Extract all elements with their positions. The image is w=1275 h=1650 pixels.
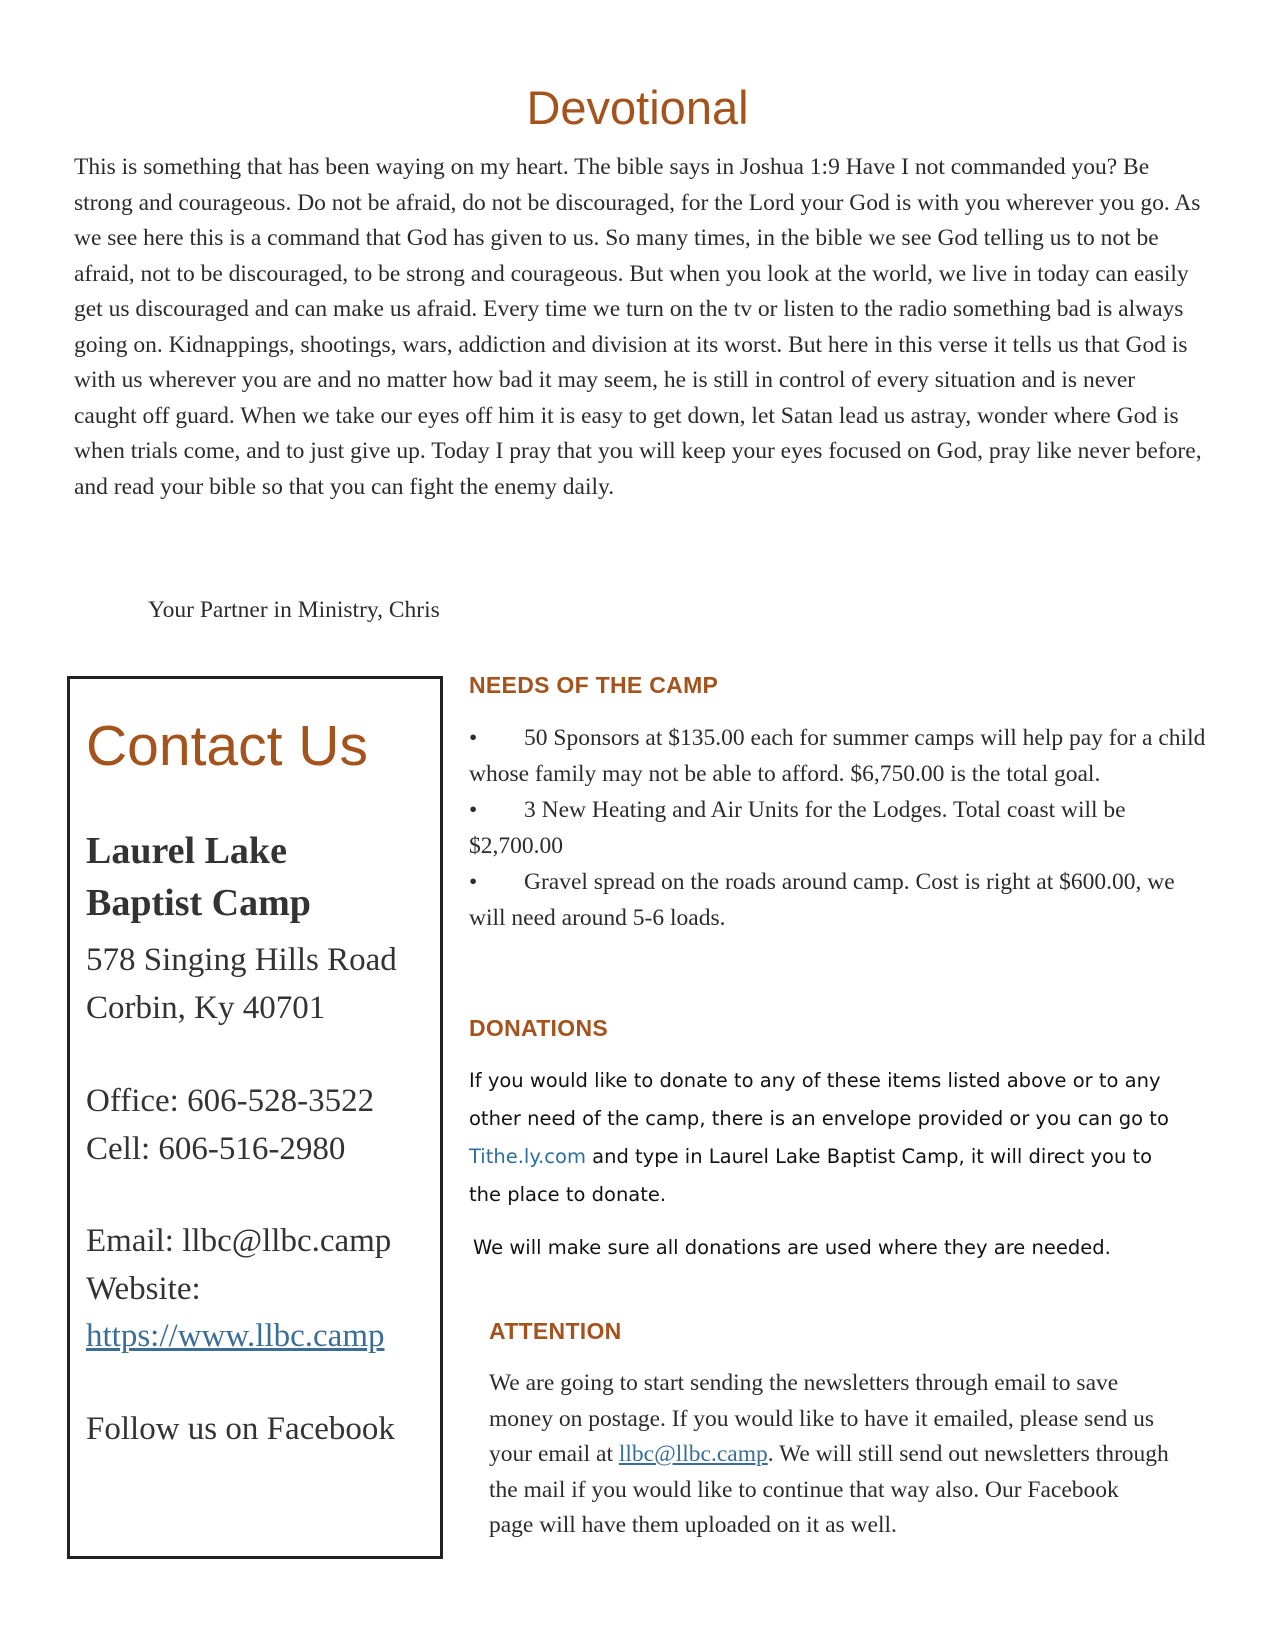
donations-body [469,1062,1189,1214]
list-item [469,792,1209,864]
need-text: Gravel spread on the roads around camp. Cost is right at $600.00, we will need around 5-6 loads. [469,869,1175,931]
list-item [469,720,1209,792]
bullet-icon: • [469,797,478,823]
cell-phone: Cell: 606-516-2980 [86,1131,346,1167]
list-item [469,864,1209,936]
donations-text-end: and type in Laurel Lake Baptist Camp, it will direct you to the place to donate. [469,1145,1153,1206]
office-phone: Office: 606-528-3522 [86,1083,375,1119]
contact-title: Contact Us [86,714,368,778]
need-text: 50 Sponsors at $135.00 each for summer camps will help pay for a child whose family may not be able to afford. $6,750.00 is the total goal. [469,725,1206,787]
donations-text: If you would like to donate to any of these items listed above or to any other need of the camp, there is an envelope provided or you can go to [469,1069,1169,1130]
website-link[interactable]: https://www.llbc.camp [86,1318,385,1354]
camp-name-line1: Laurel Lake [86,830,287,872]
bullet-icon: • [469,725,478,751]
donations-heading: DONATIONS [469,1015,608,1041]
donations-note: We will make sure all donations are used where they are needed. [473,1236,1111,1259]
website-label: Website: [86,1271,201,1307]
devotional-signoff: Your Partner in Ministry, Chris [148,597,440,623]
attention-heading: ATTENTION [489,1318,622,1344]
tithe-link[interactable]: Tithe.ly.com [469,1145,586,1168]
address-line2: Corbin, Ky 40701 [86,990,326,1026]
facebook-text: Follow us on Facebook [86,1411,395,1447]
attention-email-link[interactable]: llbc@llbc.camp [618,1441,768,1467]
address-line1: 578 Singing Hills Road [86,942,397,978]
needs-heading: NEEDS OF THE CAMP [469,672,719,698]
attention-text: We are going to start sending the newsletters through email to save money on postage. If you would like to have it emailed, please send us your email at [489,1370,1155,1467]
needs-list [469,720,1209,936]
contact-email: Email: llbc@llbc.camp [86,1223,392,1259]
devotional-title: Devotional [526,81,749,134]
devotional-body: This is something that has been waying on my heart. The bible says in Joshua 1:9 Have I not commanded you? Be strong and courageous. Do not be afraid, do not be discouraged, for the Lord your God is with you wherever you go. As we see here this is a command that God has given to us. So many times, in the bible we see God telling us to not be afraid, not to be discouraged, to be strong and courageous. But when you look at the world, we live in today can easily get us discouraged and can make us afraid. Every time we turn on the tv or listen to the radio something bad is always going on. Kidnappings, shootings, wars, addiction and division at its worst. But here in this verse it tells us that God is with us wherever you are and no matter how bad it may seem, he is still in control of every situation and is never caught off guard. When we take our eyes off him it is easy to get down, let Satan lead us astray, wonder where God is when trials come, and to just give up. Today I pray that you will keep your eyes focused on God, pray like never before, and read your bible so that you can fight the enemy daily. [74,154,1202,500]
attention-body [489,1366,1169,1544]
camp-name-line2: Baptist Camp [86,882,311,924]
need-text: 3 New Heating and Air Units for the Lodges. Total coast will be $2,700.00 [469,797,1126,859]
bullet-icon: • [469,869,478,895]
attention-text-end: . We will still send out newsletters through the mail if you would like to continue that way also. Our Facebook page will have them uploaded on it as well. [489,1441,1169,1538]
